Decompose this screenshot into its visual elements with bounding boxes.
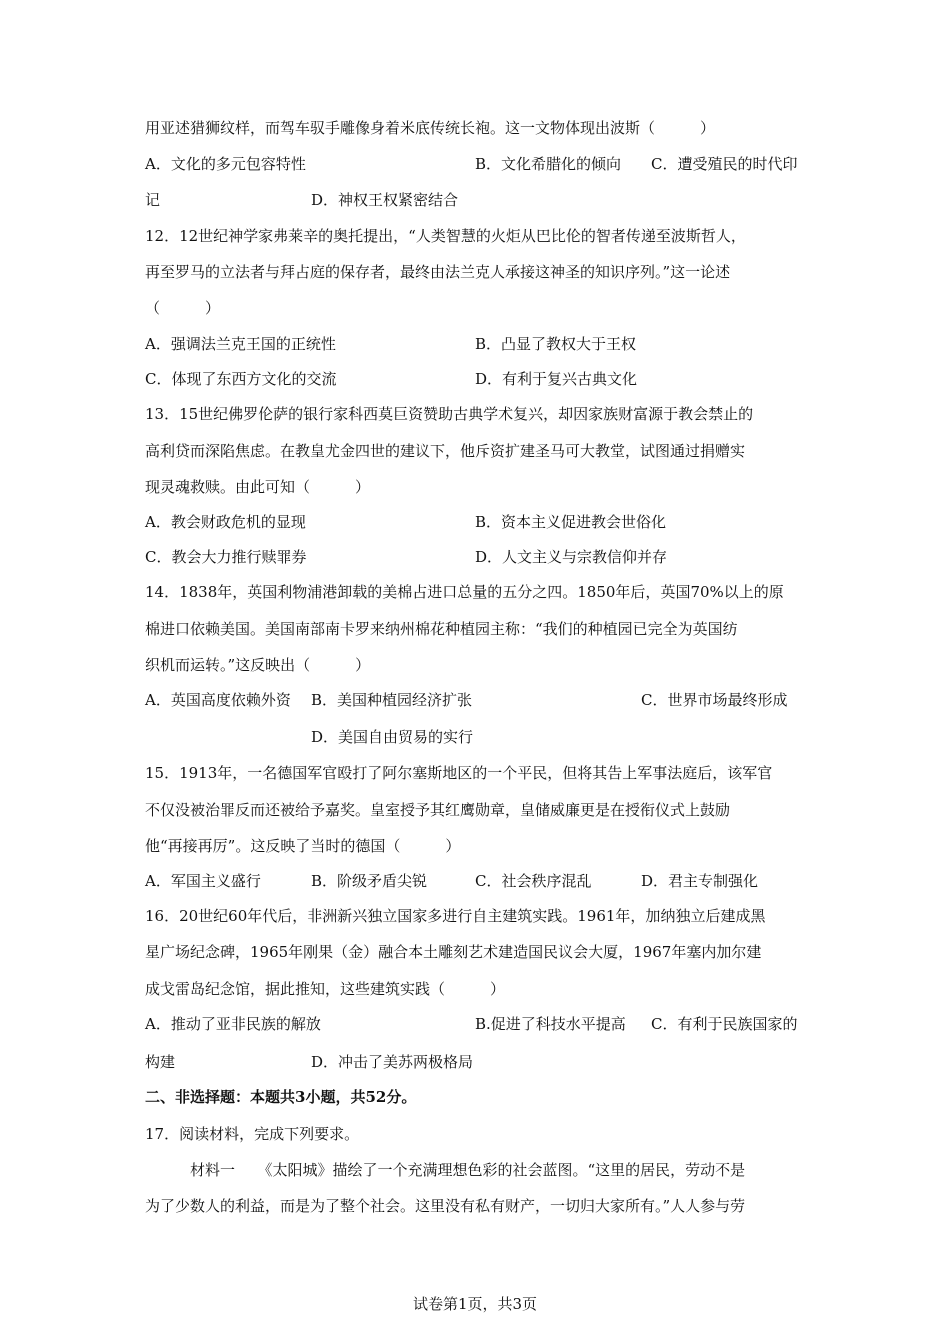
q12-stem-line1: 12．12世纪神学家弗莱辛的奥托提出，“人类智慧的火炬从巴比伦的智者传递至波斯哲人，: [145, 227, 746, 245]
q13-option-d: D．人文主义与宗教信仰并存: [475, 548, 668, 566]
q14-option-a: A．英国高度依赖外资: [145, 691, 291, 709]
q13-stem-line2: 高利贷而深陷焦虑。在教皇尤金四世的建议下，他斥资扩建圣马可大教堂，试图通过捐赠实: [145, 442, 746, 460]
q13-option-c: C．教会大力推行赎罪券: [145, 548, 307, 566]
q11-option-c-cont: 记: [145, 191, 161, 209]
section-heading: 二、非选择题：本题共3小题，共52分。: [145, 1088, 417, 1106]
q15-stem-line2: 不仅没被治罪反而还被给予嘉奖。皇室授予其红鹰勋章，皇储威廉更是在授衔仪式上鼓励: [145, 801, 731, 819]
q16-stem-line2: 星广场纪念碑，1965年刚果（金）融合本土雕刻艺术建造国民议会大厦，1967年塞内加尔建: [145, 943, 762, 961]
q16-option-a: A．推动了亚非民族的解放: [145, 1015, 321, 1033]
q14-option-b: B．美国种植园经济扩张: [311, 691, 473, 709]
q13-stem-line3: 现灵魂救赎。由此可知（ ）: [145, 478, 371, 496]
q17-material-line1: 材料一 《太阳城》描绘了一个充满理想色彩的社会蓝图。“这里的居民，劳动不是: [190, 1161, 746, 1179]
q16-option-c-cont: 构建: [145, 1053, 176, 1071]
q14-option-c: C．世界市场最终形成: [641, 691, 788, 709]
q14-stem-line2: 棉进口依赖美国。美国南部南卡罗来纳州棉花种植园主称：“我们的种植园已完全为英国纺: [145, 620, 738, 638]
q11-continuation: 用亚述猎狮纹样，而驾车驭手雕像身着米底传统长袍。这一文物体现出波斯（ ）: [145, 119, 716, 137]
q12-stem-line2: 再至罗马的立法者与拜占庭的保存者，最终由法兰克人承接这神圣的知识序列。”这一论述: [145, 263, 731, 281]
q12-option-b: B．凸显了教权大于王权: [475, 335, 637, 353]
q16-stem-line1: 16．20世纪60年代后，非洲新兴独立国家多进行自主建筑实践。1961年，加纳独立后建成黑: [145, 907, 766, 925]
q11-option-c: C．遭受殖民的时代印: [651, 155, 798, 173]
q15-option-a: A．军国主义盛行: [145, 872, 261, 890]
q11-option-d: D．神权王权紧密结合: [311, 191, 459, 209]
q16-stem-line3: 成戈雷岛纪念馆，据此推知，这些建筑实践（ ）: [145, 980, 506, 998]
q17-material-line2: 为了少数人的利益，而是为了整个社会。这里没有私有财产，一切归大家所有。”人人参与劳: [145, 1197, 746, 1215]
q14-stem-line1: 14．1838年，英国利物浦港卸载的美棉占进口总量的五分之四。1850年后，英国70%以上的原: [145, 583, 784, 601]
q14-stem-line3: 织机而运转。”这反映出（ ）: [145, 656, 371, 674]
q13-option-b: B．资本主义促进教会世俗化: [475, 513, 667, 531]
q14-option-d: D．美国自由贸易的实行: [311, 728, 474, 746]
q11-option-a: A．文化的多元包容特性: [145, 155, 306, 173]
q16-option-c: C．有利于民族国家的: [651, 1015, 798, 1033]
q13-option-a: A．教会财政危机的显现: [145, 513, 306, 531]
q12-stem-line3: （ ）: [145, 299, 221, 317]
q15-stem-line3: 他“再接再厉”。这反映了当时的德国（ ）: [145, 837, 461, 855]
q12-option-a: A．强调法兰克王国的正统性: [145, 335, 336, 353]
q16-option-b: B.促进了科技水平提高: [475, 1015, 626, 1033]
q17-stem: 17．阅读材料，完成下列要求。: [145, 1125, 360, 1143]
q15-option-b: B．阶级矛盾尖锐: [311, 872, 428, 890]
q12-option-c: C．体现了东西方文化的交流: [145, 370, 337, 388]
q13-stem-line1: 13．15世纪佛罗伦萨的银行家科西莫巨资赞助古典学术复兴，却因家族财富源于教会禁止的: [145, 405, 754, 423]
q11-option-b: B．文化希腊化的倾向: [475, 155, 622, 173]
page-footer: 试卷第1页，共3页: [412, 1295, 538, 1313]
q16-option-d: D．冲击了美苏两极格局: [311, 1053, 474, 1071]
q12-option-d: D．有利于复兴古典文化: [475, 370, 638, 388]
q15-option-d: D．君主专制强化: [641, 872, 759, 890]
q15-stem-line1: 15．1913年，一名德国军官殴打了阿尔塞斯地区的一个平民，但将其告上军事法庭后，该军官: [145, 764, 773, 782]
q15-option-c: C．社会秩序混乱: [475, 872, 592, 890]
